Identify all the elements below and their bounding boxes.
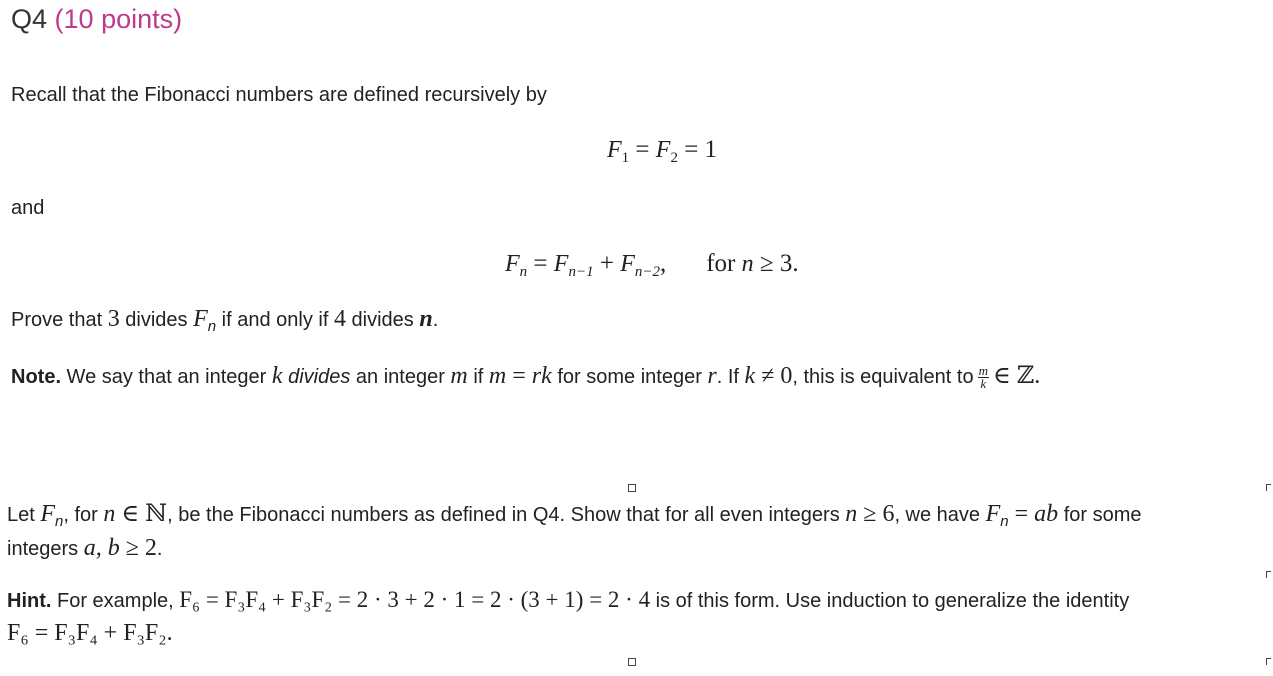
question-label: Q4: [11, 4, 48, 34]
resize-handle-bottom[interactable]: [628, 658, 636, 666]
equation-base-case: $F_1 = F_2 = 1$: [607, 136, 718, 166]
resize-handle-bottom-right[interactable]: [1266, 658, 1271, 665]
and-text: and: [11, 197, 45, 219]
equation-recurrence: $F_n = F_{n-1} + F_{n-2}$, for n ≥ 3.: [505, 250, 799, 280]
resize-handle-top-right[interactable]: [1266, 484, 1271, 491]
question-title: [11, 4, 182, 35]
hint-label: Hint.: [7, 590, 52, 612]
hint-paragraph: Hint. For example, F₆ = F₃F₄ + F₃F₂ = 2 · 3 + 2 · 1 = 2 · (3 + 1) = 2 · 4 is of this form. Use induction to generalize the identity: [7, 587, 1130, 612]
resize-handle-right[interactable]: [1266, 571, 1271, 578]
note-label: Note.: [11, 366, 61, 388]
points-label: (10 points): [54, 4, 183, 34]
note-paragraph: Note. We say that an integer k divides an integer m if m = rk for some integer r. If k ≠ 0, this is equivalent to $\frac{m}{k}$ ∈ ℤ.: [11, 363, 1041, 392]
q5-statement-line2: integers a, b ≥ 2.: [7, 535, 163, 561]
resize-handle-top[interactable]: [628, 484, 636, 492]
recall-text: Recall that the Fibonacci numbers are defined recursively by: [11, 84, 547, 106]
q5-statement-line1: Let $F_n$, for n ∈ ℕ, be the Fibonacci numbers as defined in Q4. Show that for all even integers n ≥ 6, we have $F_n$ = ab for some: [7, 501, 1142, 530]
fraction-m-over-k: $\frac{m}{k}$: [978, 363, 988, 392]
hint-expression: F₆ = F₃F₄ + F₃F₂ = 2 · 3 + 2 · 1 = 2 · (3 + 1) = 2 · 4: [179, 587, 651, 612]
hint-identity: F₆ = F₃F₄ + F₃F₂.: [7, 620, 173, 646]
prove-statement: Prove that 3 divides $F_n$ if and only if 4 divides n.: [11, 306, 439, 335]
